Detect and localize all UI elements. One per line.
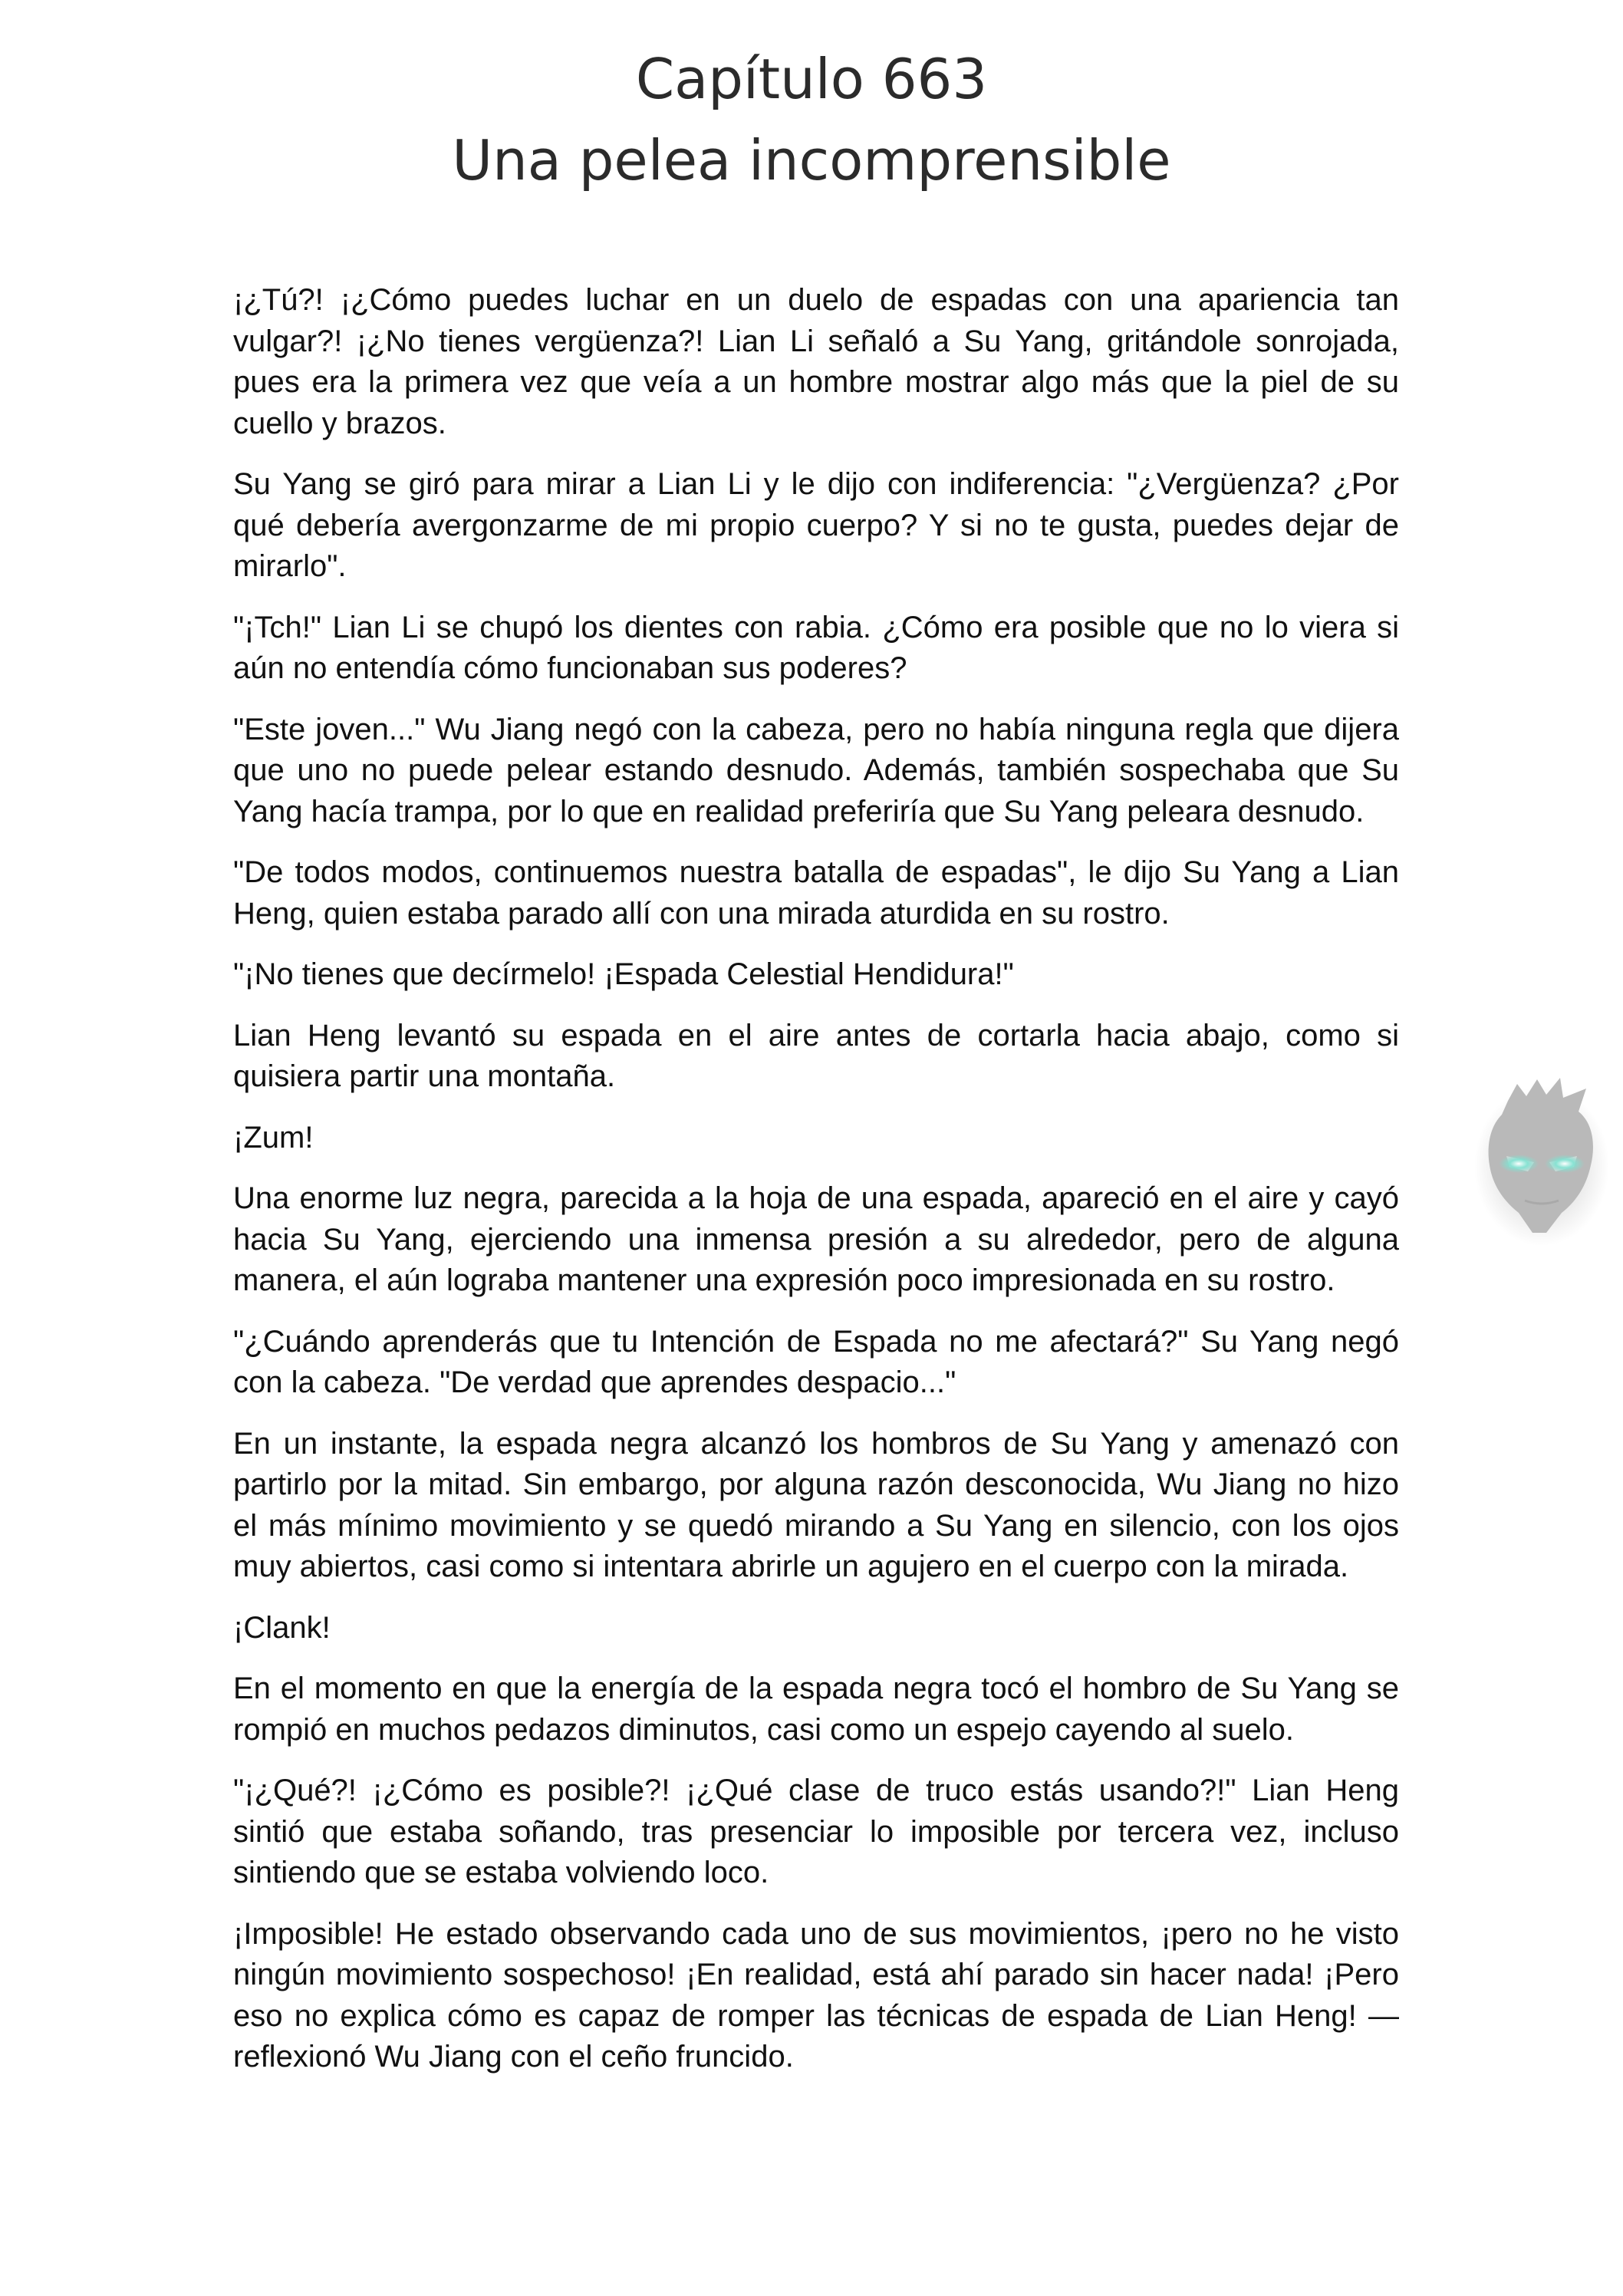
chapter-subtitle: Una pelea incomprensible: [452, 128, 1171, 193]
paragraph: En el momento en que la energía de la espada negra tocó el hombro de Su Yang se rompió en muchos pedazos diminutos, casi como un espejo cayendo al suelo.: [233, 1672, 1399, 1747]
paragraph: "Este joven..." Wu Jiang negó con la cabeza, pero no había ninguna regla que dijera que uno no puede pelear estando desnudo. Además, también sospechaba que Su Yang hacía trampa, por lo que en realidad preferiría que Su Yang peleara desnudo.: [233, 712, 1399, 828]
paragraph: "¡¿Qué?! ¡¿Cómo es posible?! ¡¿Qué clase de truco estás usando?!" Lian Heng sintió que estaba soñando, tras presenciar lo imposible por tercera vez, incluso sintiendo que se estaba volviendo loco.: [233, 1774, 1399, 1889]
chapter-body: [233, 280, 1399, 2098]
chapter-title: Capítulo 663: [635, 47, 988, 111]
paragraph: Lian Heng levantó su espada en el aire antes de cortarla hacia abajo, como si quisiera partir una montaña.: [233, 1018, 1399, 1093]
paragraph: ¡Imposible! He estado observando cada uno de sus movimientos, ¡pero no he visto ningún movimiento sospechoso! ¡En realidad, está ahí parado sin hacer nada! ¡Pero eso no explica cómo es capaz de romper las técnicas de espada de Lian Heng! —reflexionó Wu Jiang con el ceño fruncido.: [233, 1916, 1399, 2074]
chapter-header: [0, 38, 1623, 201]
paragraph: "¡Tch!" Lian Li se chupó los dientes con rabia. ¿Cómo era posible que no lo viera si aún no entendía cómo funcionaban sus poderes?: [233, 610, 1399, 685]
paragraph: "¿Cuándo aprenderás que tu Intención de Espada no me afectará?" Su Yang negó con la cabeza. "De verdad que aprendes despacio...": [233, 1324, 1399, 1399]
paragraph: "¡No tienes que decírmelo! ¡Espada Celestial Hendidura!": [233, 957, 1014, 991]
paragraph: En un instante, la espada negra alcanzó los hombros de Su Yang y amenazó con partirlo por la mitad. Sin embargo, por alguna razón desconocida, Wu Jiang no hizo el más mínimo movimiento y se quedó mirando a Su Yang en silencio, con los ojos muy abiertos, casi como si intentara abrirle un agujero en el cuerpo con la mirada.: [233, 1426, 1399, 1583]
paragraph: ¡¿Tú?! ¡¿Cómo puedes luchar en un duelo de espadas con una apariencia tan vulgar?! ¡¿No tienes vergüenza?! Lian Li señaló a Su Yang, gritándole sonrojada, pues era la primera vez que veía a un hombre mostrar algo más que la piel de su cuello y brazos.: [233, 283, 1399, 440]
paragraph: "De todos modos, continuemos nuestra batalla de espadas", le dijo Su Yang a Lian Heng, quien estaba parado allí con una mirada aturdida en su rostro.: [233, 855, 1399, 931]
demon-head-icon: [1471, 1070, 1609, 1247]
paragraph: Una enorme luz negra, parecida a la hoja de una espada, apareció en el aire y cayó hacia Su Yang, ejerciendo una inmensa presión a su alrededor, pero de alguna manera, el aún lograba mantener una expresión poco impresionada en su rostro.: [233, 1181, 1399, 1297]
paragraph: ¡Clank!: [233, 1610, 331, 1645]
paragraph: ¡Zum!: [233, 1120, 314, 1155]
paragraph: Su Yang se giró para mirar a Lian Li y le dijo con indiferencia: "¿Vergüenza? ¿Por qué debería avergonzarme de mi propio cuerpo? Y si no te gusta, puedes dejar de mirarlo".: [233, 467, 1399, 583]
